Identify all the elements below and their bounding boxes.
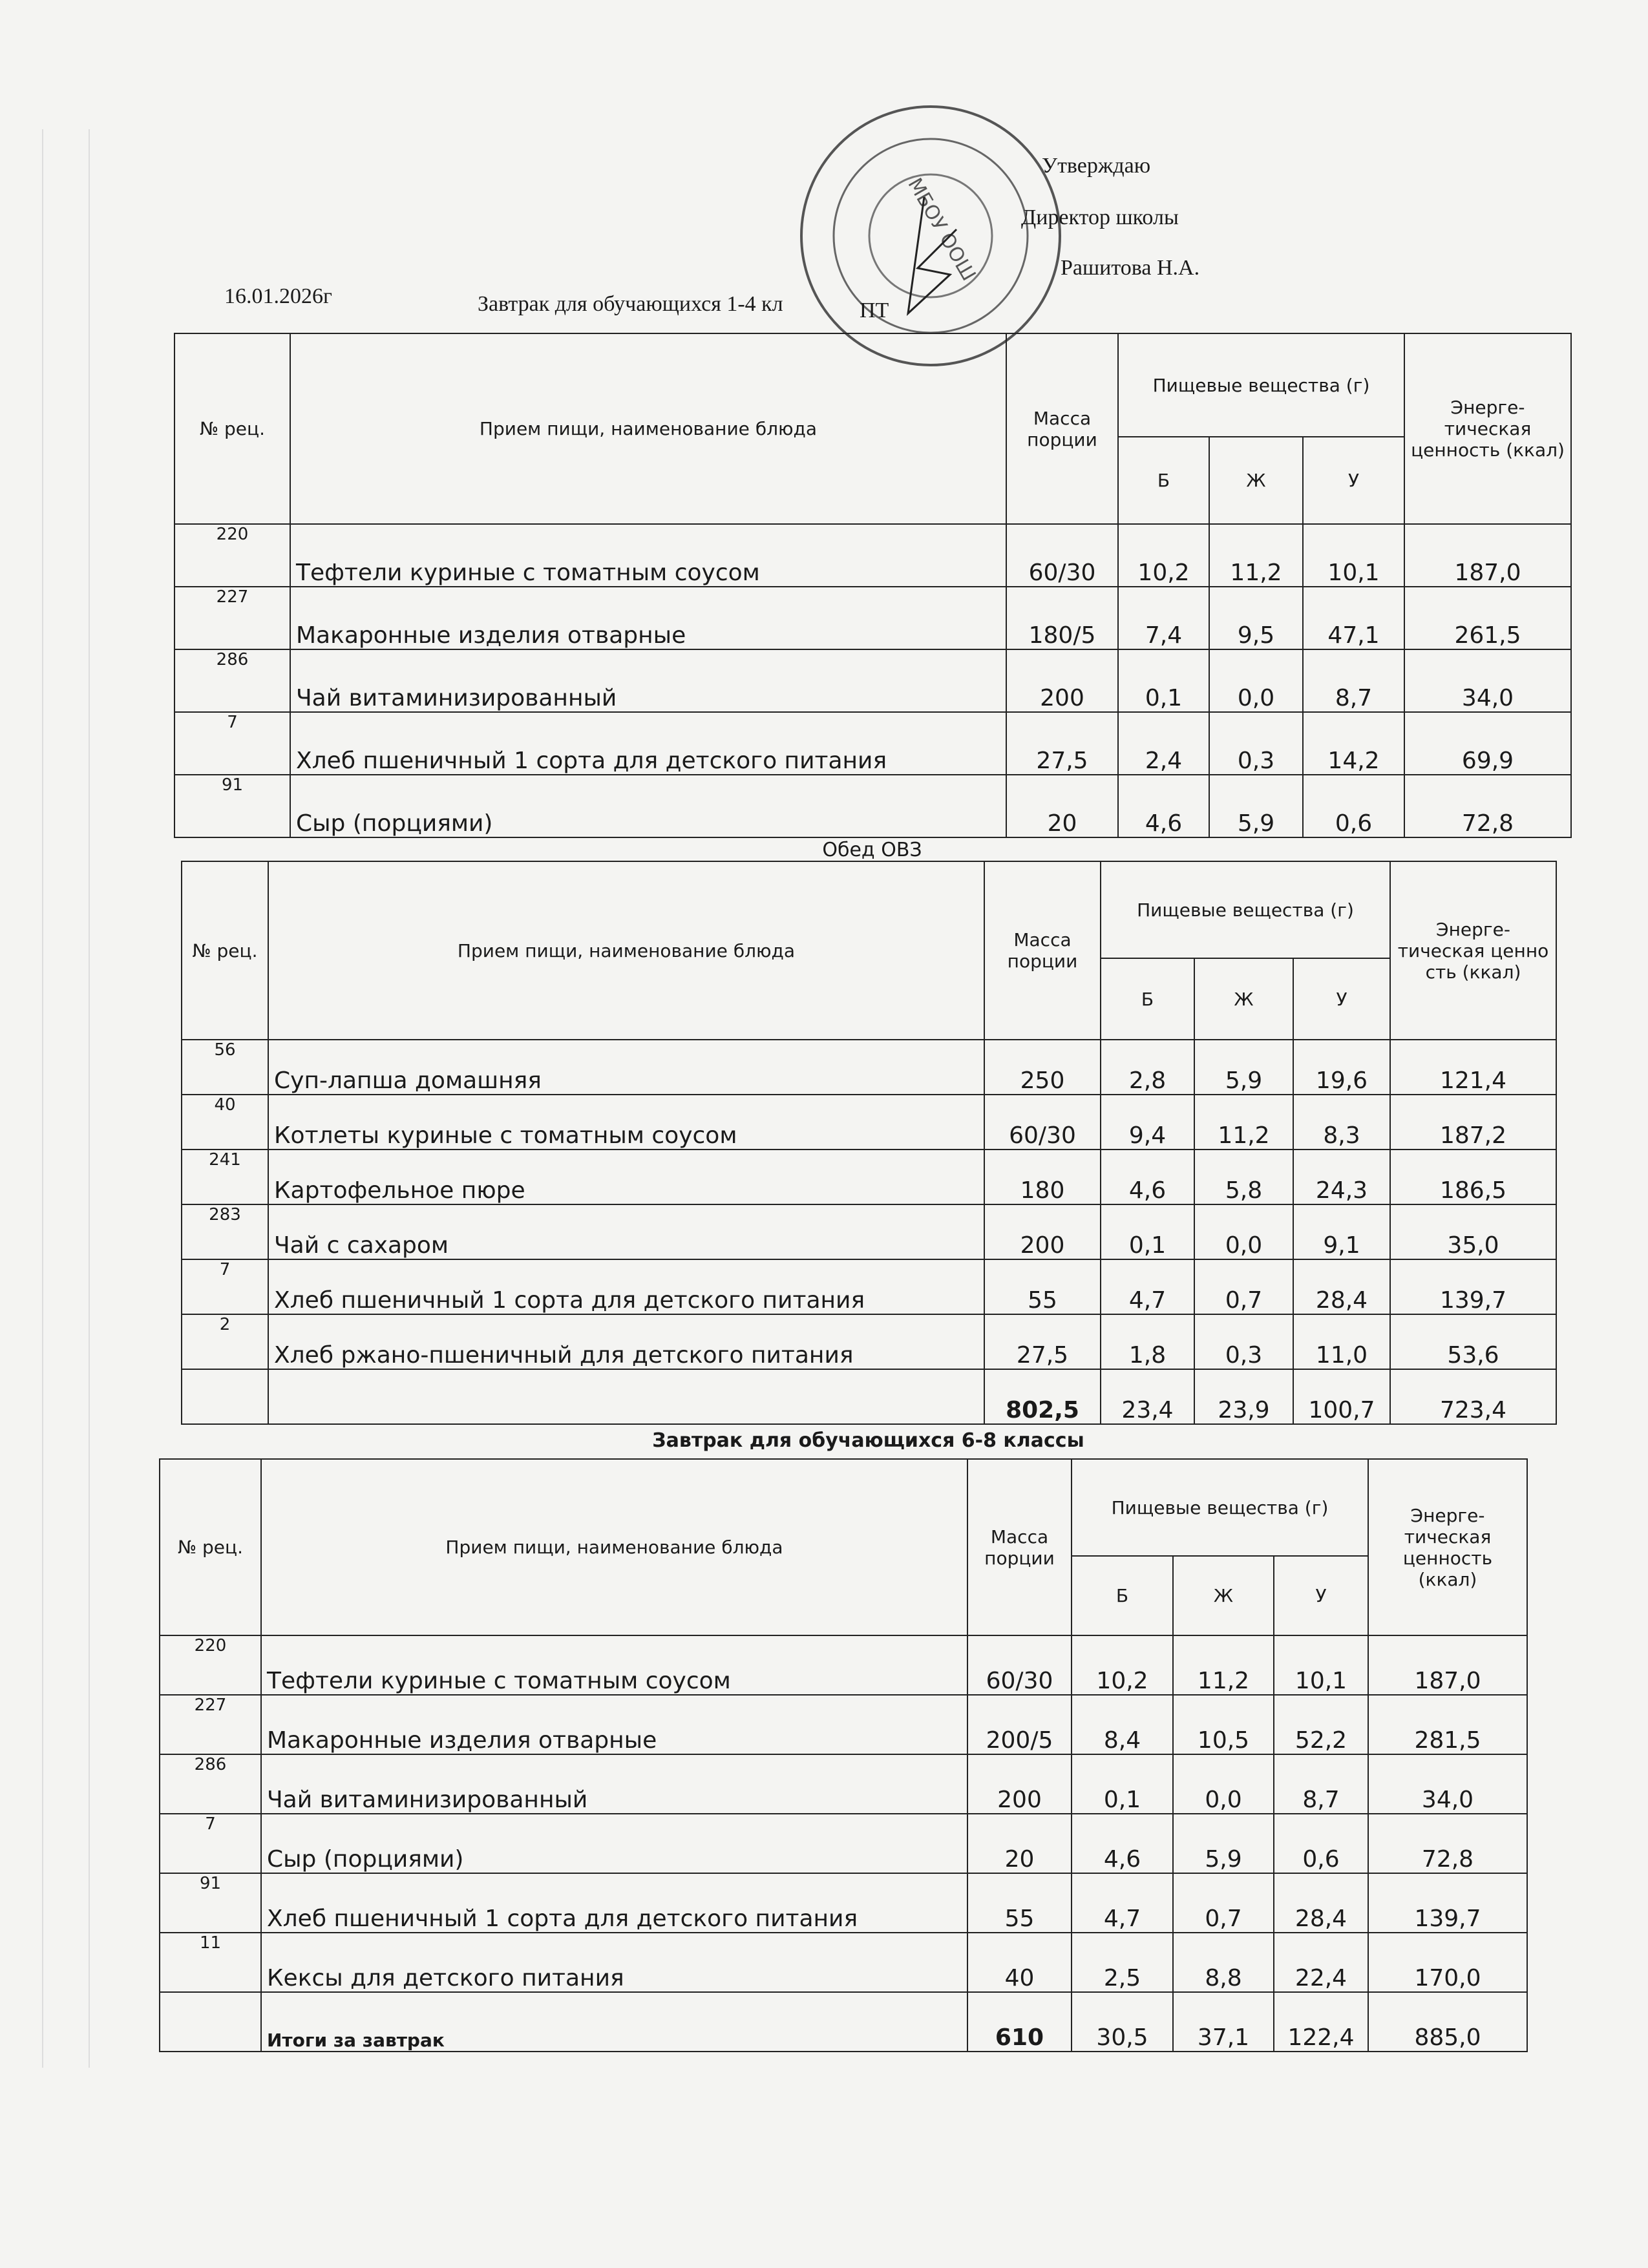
dish-name: Тефтели куриные с томатным соусом (261, 1635, 967, 1695)
header-recipe-number: № рец. (174, 333, 290, 524)
fat: 0,0 (1173, 1754, 1274, 1814)
header-recipe-number: № рец. (182, 861, 268, 1040)
energy: 187,2 (1390, 1095, 1556, 1150)
protein: 4,7 (1101, 1259, 1194, 1314)
table-row (182, 1314, 1556, 1369)
fat: 23,9 (1194, 1369, 1293, 1424)
header-portion-mass: Масса порции (984, 861, 1101, 1040)
header-zh: Ж (1209, 437, 1303, 524)
dish-name: Сыр (порциями) (290, 775, 1006, 837)
dish-name: Макаронные изделия отварные (261, 1695, 967, 1754)
carbs: 8,7 (1274, 1754, 1368, 1814)
recipe-number: 91 (174, 775, 290, 837)
portion-mass: 60/30 (984, 1095, 1101, 1150)
recipe-number: 91 (160, 1873, 261, 1933)
energy: 281,5 (1368, 1695, 1527, 1754)
table-row (174, 649, 1571, 712)
header-u: У (1303, 437, 1404, 524)
table-row (174, 712, 1571, 775)
energy: 261,5 (1404, 587, 1571, 649)
svg-text:МБОУ ООШ: МБОУ ООШ (903, 174, 980, 285)
header-recipe-number: № рец. (160, 1459, 261, 1635)
portion-mass: 60/30 (967, 1635, 1072, 1695)
protein: 4,6 (1118, 775, 1209, 837)
table-row (160, 1754, 1527, 1814)
carbs: 19,6 (1293, 1040, 1390, 1095)
dish-name: Итоги за завтрак (261, 1992, 967, 2052)
dish-name: Хлеб пшеничный 1 сорта для детского питания (268, 1259, 984, 1314)
portion-mass: 60/30 (1006, 524, 1118, 587)
menu-table-2 (181, 861, 1557, 1425)
dish-name: Хлеб пшеничный 1 сорта для детского питания (261, 1873, 967, 1933)
recipe-number: 7 (182, 1259, 268, 1314)
weekday: ПТ (860, 299, 889, 322)
table-row (182, 1369, 1556, 1424)
header-portion-mass: Масса порции (1006, 333, 1118, 524)
protein: 10,2 (1118, 524, 1209, 587)
portion-mass: 27,5 (1006, 712, 1118, 775)
header-u: У (1293, 958, 1390, 1040)
protein: 10,2 (1072, 1635, 1173, 1695)
portion-mass: 802,5 (984, 1369, 1101, 1424)
portion-mass: 200 (1006, 649, 1118, 712)
recipe-number (182, 1369, 268, 1424)
protein: 30,5 (1072, 1992, 1173, 2052)
dish-name: Макаронные изделия отварные (290, 587, 1006, 649)
fat: 0,7 (1173, 1873, 1274, 1933)
dish-name: Картофельное пюре (268, 1150, 984, 1204)
portion-mass: 180 (984, 1150, 1101, 1204)
protein: 0,1 (1118, 649, 1209, 712)
recipe-number: 283 (182, 1204, 268, 1259)
protein: 0,1 (1072, 1754, 1173, 1814)
header-zh: Ж (1194, 958, 1293, 1040)
protein: 8,4 (1072, 1695, 1173, 1754)
table-row (174, 524, 1571, 587)
recipe-number: 220 (160, 1635, 261, 1695)
dish-name: Сыр (порциями) (261, 1814, 967, 1873)
recipe-number: 40 (182, 1095, 268, 1150)
energy: 723,4 (1390, 1369, 1556, 1424)
header-b: Б (1072, 1556, 1173, 1635)
energy: 187,0 (1404, 524, 1571, 587)
document-date: 16.01.2026г (224, 284, 332, 308)
portion-mass: 55 (984, 1259, 1101, 1314)
portion-mass: 180/5 (1006, 587, 1118, 649)
header-zh: Ж (1173, 1556, 1274, 1635)
header-dish-name: Прием пищи, наименование блюда (261, 1459, 967, 1635)
director-name: Рашитова Н.А. (1061, 256, 1200, 280)
header-energy: Энерге-тическая ценность (ккал) (1404, 333, 1571, 524)
recipe-number: 227 (160, 1695, 261, 1754)
protein: 0,1 (1101, 1204, 1194, 1259)
fat: 5,9 (1173, 1814, 1274, 1873)
dish-name: Суп-лапша домашняя (268, 1040, 984, 1095)
table-row (182, 1095, 1556, 1150)
header-energy: Энерге-тическая ценно сть (ккал) (1390, 861, 1556, 1040)
portion-mass: 20 (1006, 775, 1118, 837)
fat: 0,0 (1209, 649, 1303, 712)
recipe-number: 11 (160, 1933, 261, 1992)
protein: 4,6 (1072, 1814, 1173, 1873)
recipe-number: 286 (174, 649, 290, 712)
energy: 69,9 (1404, 712, 1571, 775)
carbs: 9,1 (1293, 1204, 1390, 1259)
table-row (174, 775, 1571, 837)
energy: 885,0 (1368, 1992, 1527, 2052)
header-energy: Энерге-тическая ценность (ккал) (1368, 1459, 1527, 1635)
table-row (160, 1933, 1527, 1992)
energy: 34,0 (1368, 1754, 1527, 1814)
carbs: 0,6 (1274, 1814, 1368, 1873)
fat: 5,9 (1209, 775, 1303, 837)
carbs: 100,7 (1293, 1369, 1390, 1424)
recipe-number (160, 1992, 261, 2052)
carbs: 24,3 (1293, 1150, 1390, 1204)
protein: 2,5 (1072, 1933, 1173, 1992)
document-title: Завтрак для обучающихся 1-4 кл (478, 292, 783, 316)
energy: 170,0 (1368, 1933, 1527, 1992)
dish-name: Чай витаминизированный (261, 1754, 967, 1814)
menu-table-3 (159, 1458, 1528, 2052)
carbs: 52,2 (1274, 1695, 1368, 1754)
portion-mass: 40 (967, 1933, 1072, 1992)
table-row (160, 1992, 1527, 2052)
table-row (160, 1873, 1527, 1933)
protein: 1,8 (1101, 1314, 1194, 1369)
fat: 5,9 (1194, 1040, 1293, 1095)
table-row (160, 1814, 1527, 1873)
energy: 72,8 (1368, 1814, 1527, 1873)
dish-name: Хлеб пшеничный 1 сорта для детского питания (290, 712, 1006, 775)
header-dish-name: Прием пищи, наименование блюда (290, 333, 1006, 524)
carbs: 8,3 (1293, 1095, 1390, 1150)
energy: 35,0 (1390, 1204, 1556, 1259)
portion-mass: 55 (967, 1873, 1072, 1933)
carbs: 22,4 (1274, 1933, 1368, 1992)
energy: 186,5 (1390, 1150, 1556, 1204)
fat: 10,5 (1173, 1695, 1274, 1754)
energy: 187,0 (1368, 1635, 1527, 1695)
recipe-number: 7 (174, 712, 290, 775)
protein: 4,6 (1101, 1150, 1194, 1204)
fat: 0,3 (1194, 1314, 1293, 1369)
portion-mass: 20 (967, 1814, 1072, 1873)
dish-name: Тефтели куриные с томатным соусом (290, 524, 1006, 587)
header-nutrients: Пищевые вещества (г) (1101, 861, 1390, 958)
portion-mass: 200 (967, 1754, 1072, 1814)
protein: 23,4 (1101, 1369, 1194, 1424)
header-b: Б (1118, 437, 1209, 524)
menu-table-1 (174, 333, 1572, 838)
director-position: Директор школы (1021, 205, 1179, 229)
header-u: У (1274, 1556, 1368, 1635)
recipe-number: 220 (174, 524, 290, 587)
recipe-number: 286 (160, 1754, 261, 1814)
carbs: 8,7 (1303, 649, 1404, 712)
portion-mass: 250 (984, 1040, 1101, 1095)
carbs: 28,4 (1293, 1259, 1390, 1314)
dish-name: Хлеб ржано-пшеничный для детского питания (268, 1314, 984, 1369)
approve-label: Утверждаю (1042, 154, 1151, 178)
protein: 2,8 (1101, 1040, 1194, 1095)
carbs: 47,1 (1303, 587, 1404, 649)
carbs: 28,4 (1274, 1873, 1368, 1933)
energy: 72,8 (1404, 775, 1571, 837)
header-b: Б (1101, 958, 1194, 1040)
dish-name (268, 1369, 984, 1424)
protein: 4,7 (1072, 1873, 1173, 1933)
header-nutrients: Пищевые вещества (г) (1118, 333, 1404, 437)
header-dish-name: Прием пищи, наименование блюда (268, 861, 984, 1040)
carbs: 10,1 (1303, 524, 1404, 587)
fat: 0,7 (1194, 1259, 1293, 1314)
carbs: 14,2 (1303, 712, 1404, 775)
fat: 9,5 (1209, 587, 1303, 649)
margin-strip (42, 129, 90, 2068)
protein: 2,4 (1118, 712, 1209, 775)
dish-name: Чай с сахаром (268, 1204, 984, 1259)
table-row (182, 1204, 1556, 1259)
table-row (160, 1635, 1527, 1695)
recipe-number: 7 (160, 1814, 261, 1873)
energy: 53,6 (1390, 1314, 1556, 1369)
fat: 0,3 (1209, 712, 1303, 775)
fat: 37,1 (1173, 1992, 1274, 2052)
table-row (182, 1150, 1556, 1204)
table-row (174, 587, 1571, 649)
energy: 139,7 (1368, 1873, 1527, 1933)
header-portion-mass: Масса порции (967, 1459, 1072, 1635)
carbs: 11,0 (1293, 1314, 1390, 1369)
section-breakfast-6-8-title: Завтрак для обучающихся 6-8 классы (652, 1429, 1084, 1452)
recipe-number: 227 (174, 587, 290, 649)
table-row (182, 1040, 1556, 1095)
energy: 34,0 (1404, 649, 1571, 712)
portion-mass: 610 (967, 1992, 1072, 2052)
table-row (160, 1695, 1527, 1754)
protein: 7,4 (1118, 587, 1209, 649)
fat: 11,2 (1173, 1635, 1274, 1695)
portion-mass: 200/5 (967, 1695, 1072, 1754)
protein: 9,4 (1101, 1095, 1194, 1150)
header-nutrients: Пищевые вещества (г) (1072, 1459, 1368, 1556)
dish-name: Котлеты куриные с томатным соусом (268, 1095, 984, 1150)
carbs: 10,1 (1274, 1635, 1368, 1695)
fat: 11,2 (1209, 524, 1303, 587)
recipe-number: 56 (182, 1040, 268, 1095)
section-lunch-title: Обед ОВЗ (822, 839, 922, 861)
energy: 121,4 (1390, 1040, 1556, 1095)
dish-name: Чай витаминизированный (290, 649, 1006, 712)
recipe-number: 241 (182, 1150, 268, 1204)
dish-name: Кексы для детского питания (261, 1933, 967, 1992)
energy: 139,7 (1390, 1259, 1556, 1314)
fat: 8,8 (1173, 1933, 1274, 1992)
table-row (182, 1259, 1556, 1314)
recipe-number: 2 (182, 1314, 268, 1369)
carbs: 0,6 (1303, 775, 1404, 837)
portion-mass: 200 (984, 1204, 1101, 1259)
portion-mass: 27,5 (984, 1314, 1101, 1369)
fat: 11,2 (1194, 1095, 1293, 1150)
carbs: 122,4 (1274, 1992, 1368, 2052)
fat: 5,8 (1194, 1150, 1293, 1204)
fat: 0,0 (1194, 1204, 1293, 1259)
